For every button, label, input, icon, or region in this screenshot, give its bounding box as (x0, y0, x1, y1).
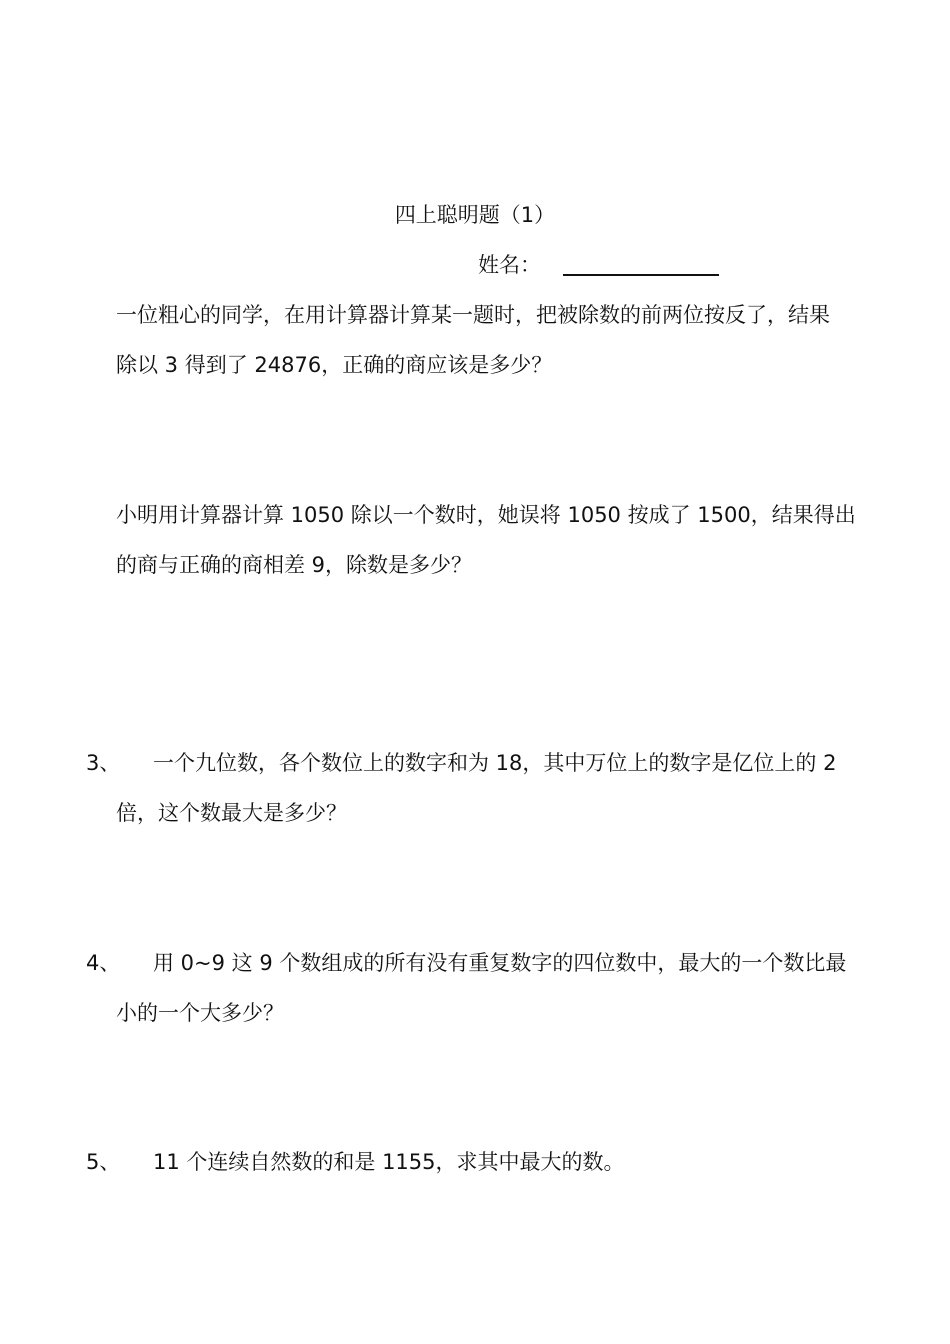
question-2-line-1: 小明用计算器计算 1050 除以一个数时，她误将 1050 按成了 1500，结果得出 (116, 503, 856, 527)
question-1-line-2: 除以 3 得到了 24876，正确的商应该是多少？ (116, 353, 553, 377)
question-2 (116, 490, 856, 590)
question-3-line-2: 倍，这个数最大是多少？ (116, 801, 347, 825)
question-5-line-1: 11 个连续自然数的和是 1155，求其中最大的数。 (153, 1150, 625, 1174)
question-1-line-1: 一位粗心的同学，在用计算器计算某一题时，把被除数的前两位按反了，结果 (116, 303, 830, 327)
question-4-line-1: 用 0~9 这 9 个数组成的所有没有重复数字的四位数中，最大的一个数比最 (153, 951, 847, 975)
question-3-number: 3、 (86, 751, 121, 775)
question-4 (116, 938, 846, 1038)
name-field (478, 250, 719, 280)
question-1 (116, 290, 830, 390)
name-blank-line[interactable] (563, 274, 719, 276)
question-3 (116, 738, 836, 838)
name-label: 姓名： (478, 253, 541, 277)
worksheet-title: 四上聪明题（1） (394, 203, 556, 227)
question-2-line-2: 的商与正确的商相差 9，除数是多少？ (116, 553, 473, 577)
question-4-line-2: 小的一个大多少？ (116, 1001, 284, 1025)
question-3-line-1: 一个九位数，各个数位上的数字和为 18，其中万位上的数字是亿位上的 2 (153, 751, 837, 775)
question-5-number: 5、 (86, 1150, 121, 1174)
question-5 (116, 1137, 625, 1187)
question-4-number: 4、 (86, 951, 121, 975)
